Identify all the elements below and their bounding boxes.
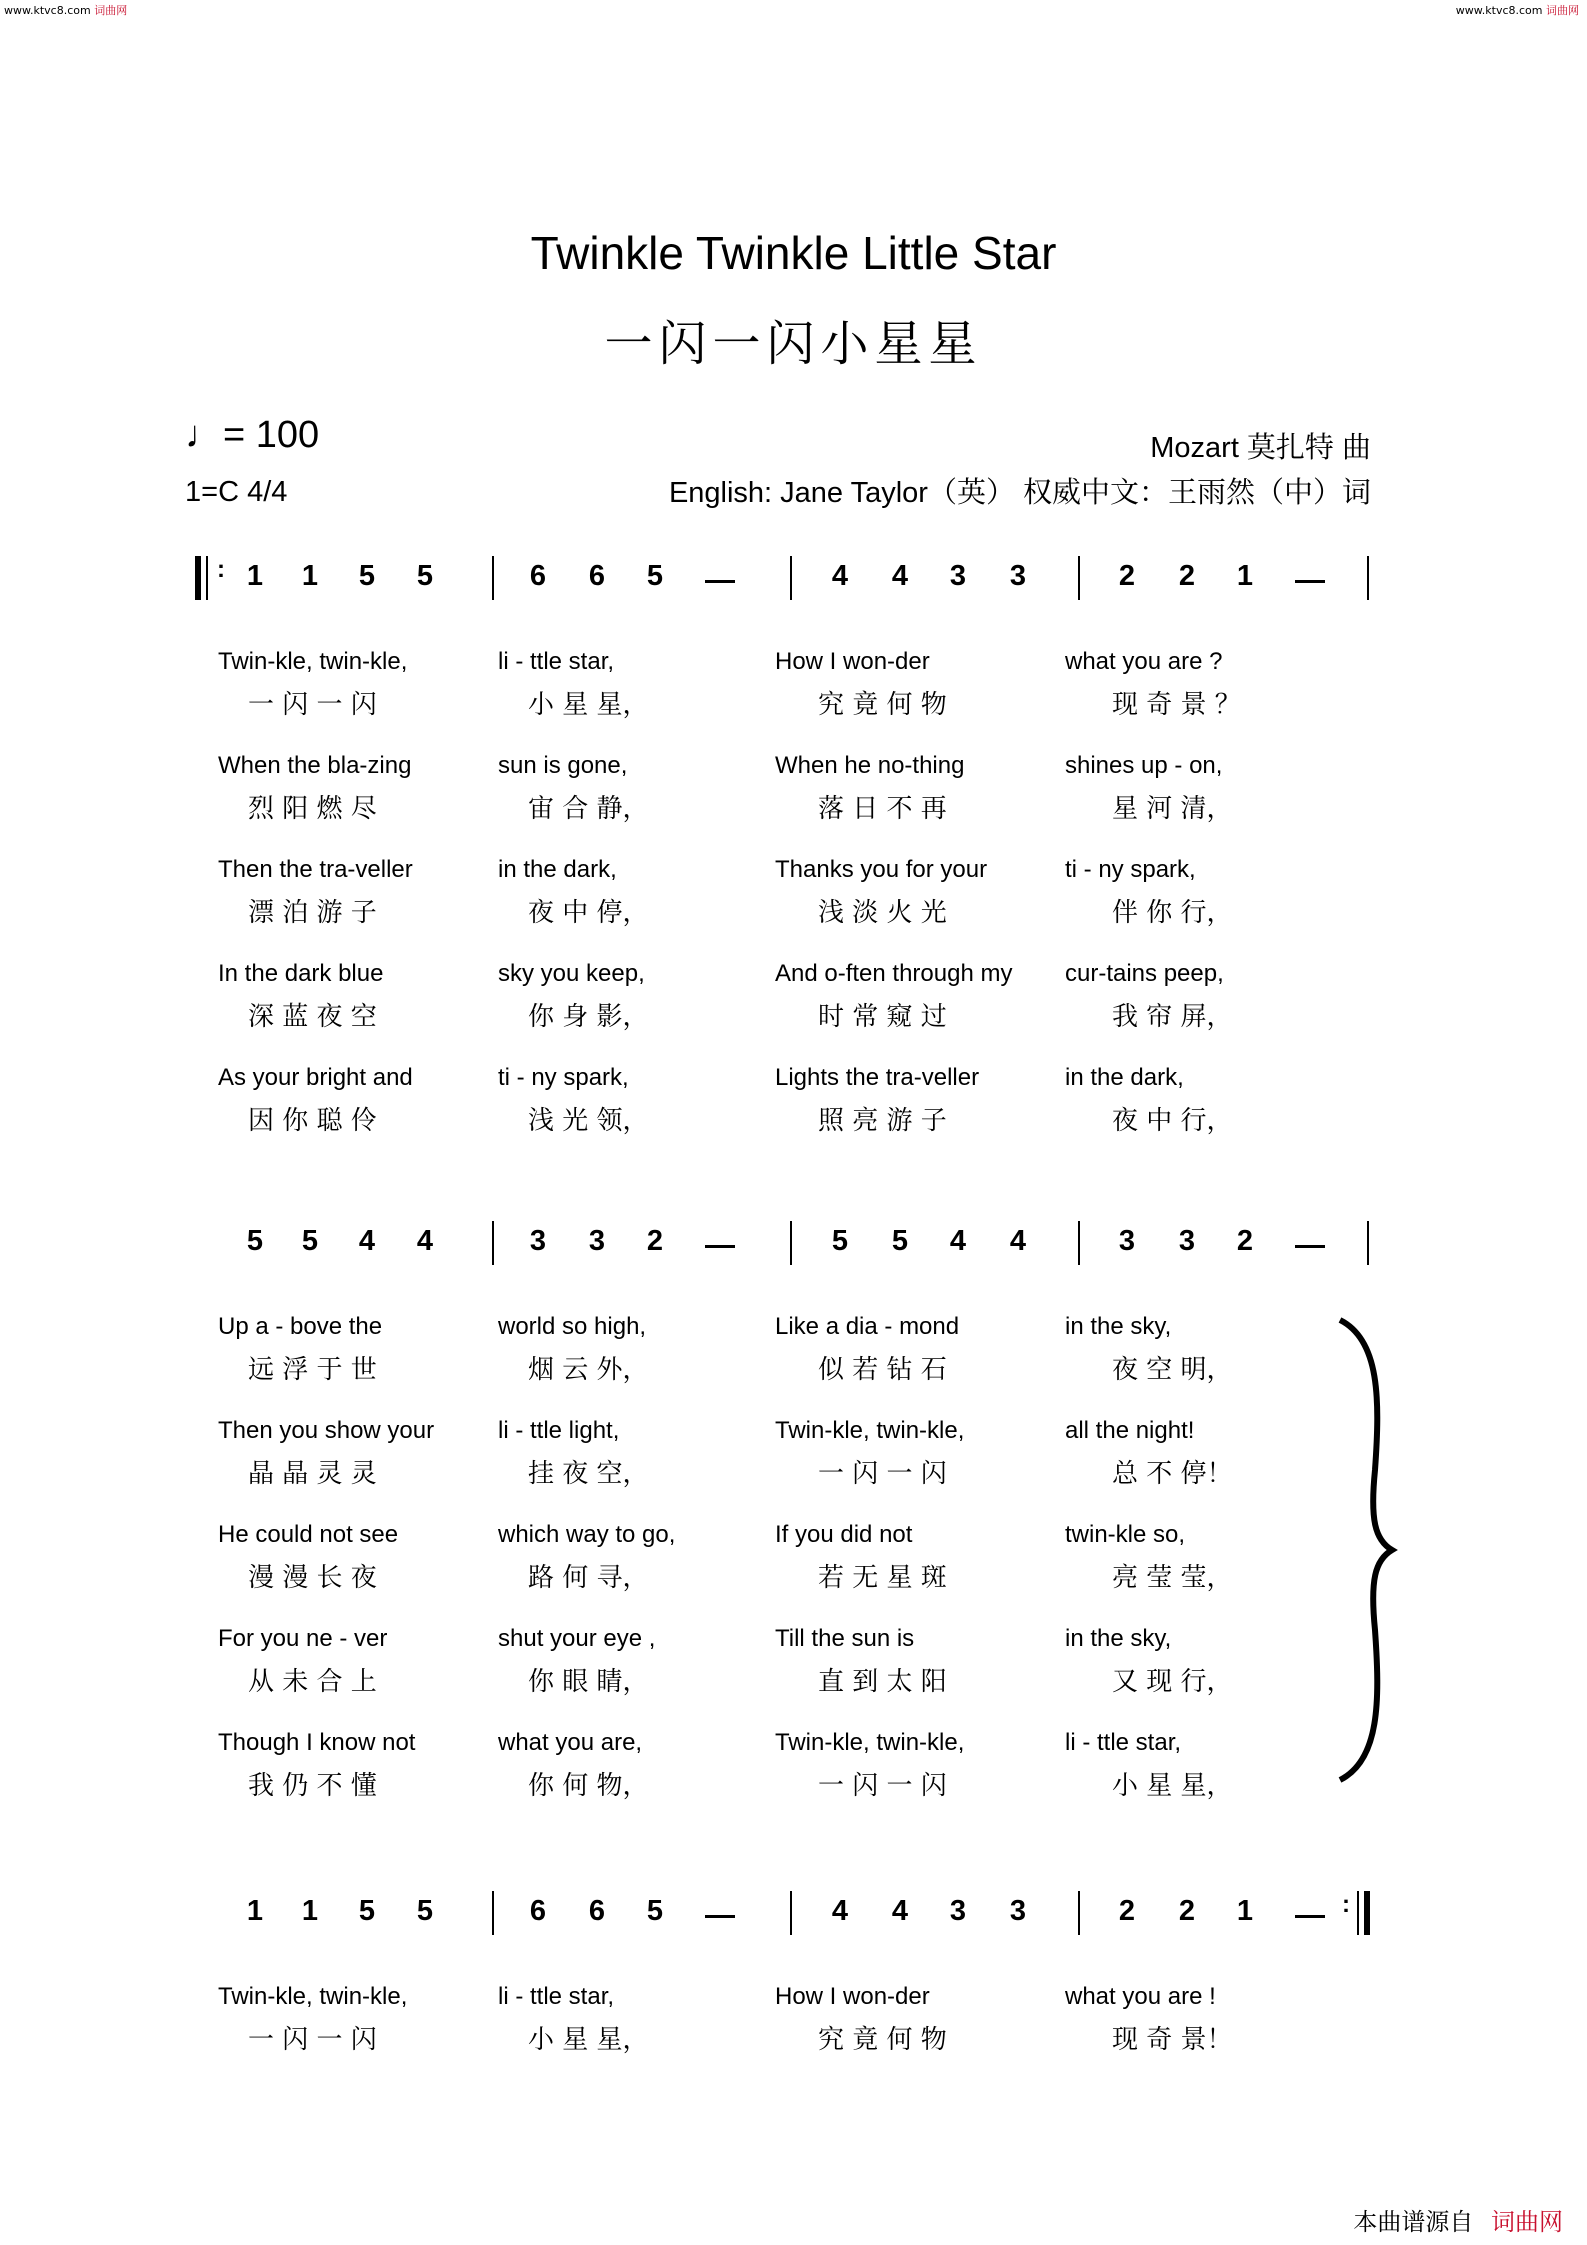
repeat-start-thin-bar [206, 556, 208, 600]
barline [492, 556, 494, 600]
lyric-english: Though I know not [218, 1729, 416, 1756]
note: 3 [529, 1225, 547, 1257]
lyric-chinese: 浅 光 领， [528, 1106, 649, 1136]
repeat-end-thin-bar [1357, 1891, 1359, 1935]
footer-source [1353, 2202, 1563, 2237]
lyric-chinese: 又 现 行， [1112, 1667, 1233, 1697]
barline [1078, 1891, 1080, 1935]
lyricist-credit: English: Jane Taylor（英） 权威中文：王雨然（中）词 [668, 477, 1371, 509]
repeat-brace [1330, 1310, 1400, 1790]
song-subtitle: 一闪一闪小星星 [604, 316, 983, 372]
note: 2 [1178, 560, 1196, 592]
note: 1 [301, 1895, 319, 1927]
lyric-english: sun is gone, [498, 752, 628, 779]
note: 5 [246, 1225, 264, 1257]
lyric-chinese: 一 闪 一 闪 [818, 1459, 947, 1489]
lyric-english: cur-tains peep, [1065, 960, 1224, 987]
lyric-chinese: 深 蓝 夜 空 [248, 1002, 377, 1032]
lyric-english: How I won-der [775, 648, 930, 675]
lyric-chinese: 烈 阳 燃 尽 [248, 794, 377, 824]
note: 3 [1178, 1225, 1196, 1257]
lyric-english: in the sky, [1065, 1313, 1172, 1340]
lyric-english: in the dark, [498, 856, 617, 883]
header-left [4, 2, 127, 18]
lyric-english: As your bright and [218, 1064, 413, 1091]
lyric-chinese: 究 竟 何 物 [818, 690, 947, 720]
note: 2 [1118, 560, 1136, 592]
lyric-english: Then the tra-veller [218, 856, 413, 883]
barline [492, 1221, 494, 1265]
lyric-chinese: 宙 合 静， [528, 794, 649, 824]
lyric-chinese: 你 眼 睛， [528, 1667, 649, 1697]
lyric-english: all the night! [1065, 1417, 1195, 1444]
lyric-english: Till the sun is [775, 1625, 915, 1652]
sustain-dash [705, 580, 735, 583]
note: 3 [949, 1895, 967, 1927]
lyric-chinese: 我 帘 屏， [1112, 1002, 1233, 1032]
tempo-marking: ♩= 100 [185, 414, 320, 456]
lyric-english: Thanks you for your [775, 856, 988, 883]
lyric-english: ti - ny spark, [498, 1064, 629, 1091]
lyric-chinese: 现 奇 景 ？ [1112, 690, 1241, 720]
note: 1 [246, 1895, 264, 1927]
barline [1367, 556, 1369, 600]
sustain-dash [705, 1245, 735, 1248]
lyric-chinese: 晶 晶 灵 灵 [248, 1459, 377, 1489]
note: 5 [831, 1225, 849, 1257]
lyric-english: li - ttle star, [498, 1983, 615, 2010]
lyric-english: How I won-der [775, 1983, 930, 2010]
lyric-chinese: 直 到 太 阳 [818, 1667, 947, 1697]
note: 1 [1236, 1895, 1254, 1927]
lyric-chinese: 浅 淡 火 光 [818, 898, 947, 928]
lyric-chinese: 夜 中 停， [528, 898, 649, 928]
lyric-chinese: 小 星 星， [1112, 1771, 1233, 1801]
note: 5 [646, 1895, 664, 1927]
repeat-dots: : [217, 556, 225, 583]
header-right-url[interactable]: www.ktvc8.com [1455, 4, 1543, 17]
repeat-start-thick-bar [195, 556, 201, 600]
lyric-english: what you are ! [1065, 1983, 1216, 2010]
barline [790, 1221, 792, 1265]
lyric-english: When the bla-zing [218, 752, 412, 779]
lyric-chinese: 从 未 合 上 [248, 1667, 377, 1697]
lyric-english: world so high, [498, 1313, 647, 1340]
barline [1078, 1221, 1080, 1265]
note: 1 [1236, 560, 1254, 592]
lyric-chinese: 现 奇 景！ [1112, 2025, 1233, 2055]
lyric-english: For you ne - ver [218, 1625, 388, 1652]
note: 6 [529, 560, 547, 592]
note: 4 [416, 1225, 434, 1257]
lyric-chinese: 烟 云 外， [528, 1355, 649, 1385]
note: 2 [1236, 1225, 1254, 1257]
header-left-site[interactable]: 词曲网 [94, 4, 128, 17]
lyric-english: Up a - bove the [218, 1313, 383, 1340]
lyric-english: which way to go, [498, 1521, 676, 1548]
lyric-english: li - ttle star, [498, 648, 615, 675]
lyric-english: He could not see [218, 1521, 399, 1548]
sustain-dash [1295, 1245, 1325, 1248]
barline [492, 1891, 494, 1935]
lyric-english: in the dark, [1065, 1064, 1184, 1091]
note: 3 [1118, 1225, 1136, 1257]
lyric-english: Twin-kle, twin-kle, [775, 1729, 965, 1756]
note: 4 [831, 560, 849, 592]
lyric-english: shines up - on, [1065, 752, 1223, 779]
lyric-chinese: 星 河 清， [1112, 794, 1233, 824]
lyric-english: Twin-kle, twin-kle, [218, 648, 408, 675]
note: 4 [1009, 1225, 1027, 1257]
note: 4 [358, 1225, 376, 1257]
repeat-dots: : [1342, 1891, 1350, 1918]
header-right-site[interactable]: 词曲网 [1546, 4, 1579, 17]
lyric-chinese: 照 亮 游 子 [818, 1106, 947, 1136]
lyric-english: ti - ny spark, [1065, 856, 1196, 883]
note: 5 [416, 1895, 434, 1927]
lyric-english: And o-ften through my [775, 960, 1013, 987]
lyric-english: li - ttle light, [498, 1417, 620, 1444]
header-left-url[interactable]: www.ktvc8.com [4, 4, 91, 17]
note: 3 [1009, 560, 1027, 592]
lyric-chinese: 亮 莹 莹， [1112, 1563, 1233, 1593]
sustain-dash [1295, 1915, 1325, 1918]
lyric-english: If you did not [775, 1521, 913, 1548]
lyric-english: li - ttle star, [1065, 1729, 1182, 1756]
lyric-chinese: 我 仍 不 懂 [248, 1771, 377, 1801]
note: 5 [301, 1225, 319, 1257]
note: 5 [358, 560, 376, 592]
lyric-chinese: 因 你 聪 伶 [248, 1106, 377, 1136]
note: 4 [831, 1895, 849, 1927]
note: 6 [529, 1895, 547, 1927]
lyric-english: Then you show your [218, 1417, 435, 1444]
sustain-dash [1295, 580, 1325, 583]
lyric-chinese: 你 何 物， [528, 1771, 649, 1801]
lyric-chinese: 时 常 窥 过 [818, 1002, 947, 1032]
note: 1 [301, 560, 319, 592]
barline [1078, 556, 1080, 600]
footer-source-label: 本曲谱源自 [1353, 2208, 1474, 2236]
lyric-english: what you are ? [1065, 648, 1223, 675]
key-signature: 1=C 4/4 [185, 476, 288, 508]
lyric-english: Twin-kle, twin-kle, [775, 1417, 965, 1444]
lyric-chinese: 落 日 不 再 [818, 794, 947, 824]
lyric-chinese: 小 星 星， [528, 2025, 649, 2055]
note: 2 [1178, 1895, 1196, 1927]
lyric-chinese: 伴 你 行， [1112, 898, 1233, 928]
lyric-chinese: 总 不 停！ [1112, 1459, 1233, 1489]
header-right [1456, 2, 1579, 18]
lyric-chinese: 似 若 钻 石 [818, 1355, 947, 1385]
lyric-chinese: 漂 泊 游 子 [248, 898, 377, 928]
lyric-english: sky you keep, [498, 960, 645, 987]
lyric-english: When he no-thing [775, 752, 965, 779]
note: 2 [646, 1225, 664, 1257]
composer-credit: Mozart 莫扎特 曲 [1150, 432, 1371, 464]
note: 5 [891, 1225, 909, 1257]
lyric-english: shut your eye , [498, 1625, 656, 1652]
lyric-chinese: 你 身 影， [528, 1002, 649, 1032]
lyric-english: what you are, [498, 1729, 643, 1756]
lyric-chinese: 夜 空 明， [1112, 1355, 1233, 1385]
footer-source-site[interactable]: 词曲网 [1491, 2208, 1563, 2236]
lyric-chinese: 一 闪 一 闪 [248, 690, 377, 720]
note: 6 [588, 1895, 606, 1927]
note: 5 [358, 1895, 376, 1927]
lyric-chinese: 夜 中 行， [1112, 1106, 1233, 1136]
note: 3 [1009, 1895, 1027, 1927]
lyric-chinese: 挂 夜 空， [528, 1459, 649, 1489]
lyric-chinese: 究 竟 何 物 [818, 2025, 947, 2055]
note: 5 [416, 560, 434, 592]
lyric-chinese: 一 闪 一 闪 [818, 1771, 947, 1801]
lyric-english: In the dark blue [218, 960, 384, 987]
song-title: Twinkle Twinkle Little Star [530, 227, 1057, 279]
lyric-english: in the sky, [1065, 1625, 1172, 1652]
lyric-chinese: 一 闪 一 闪 [248, 2025, 377, 2055]
lyric-chinese: 漫 漫 长 夜 [248, 1563, 377, 1593]
lyric-chinese: 远 浮 于 世 [248, 1355, 377, 1385]
note: 1 [246, 560, 264, 592]
lyric-english: Twin-kle, twin-kle, [218, 1983, 408, 2010]
lyric-english: Lights the tra-veller [775, 1064, 980, 1091]
lyric-chinese: 路 何 寻， [528, 1563, 649, 1593]
repeat-end-thick-bar [1364, 1891, 1370, 1935]
lyric-english: twin-kle so, [1065, 1521, 1186, 1548]
note: 6 [588, 560, 606, 592]
barline [790, 556, 792, 600]
sustain-dash [705, 1915, 735, 1918]
note: 5 [646, 560, 664, 592]
lyric-chinese: 小 星 星， [528, 690, 649, 720]
lyric-chinese: 若 无 星 斑 [818, 1563, 947, 1593]
lyric-english: Like a dia - mond [775, 1313, 960, 1340]
note: 4 [891, 560, 909, 592]
note: 4 [949, 1225, 967, 1257]
note: 2 [1118, 1895, 1136, 1927]
note: 4 [891, 1895, 909, 1927]
barline [790, 1891, 792, 1935]
barline [1367, 1221, 1369, 1265]
note: 3 [949, 560, 967, 592]
note: 3 [588, 1225, 606, 1257]
